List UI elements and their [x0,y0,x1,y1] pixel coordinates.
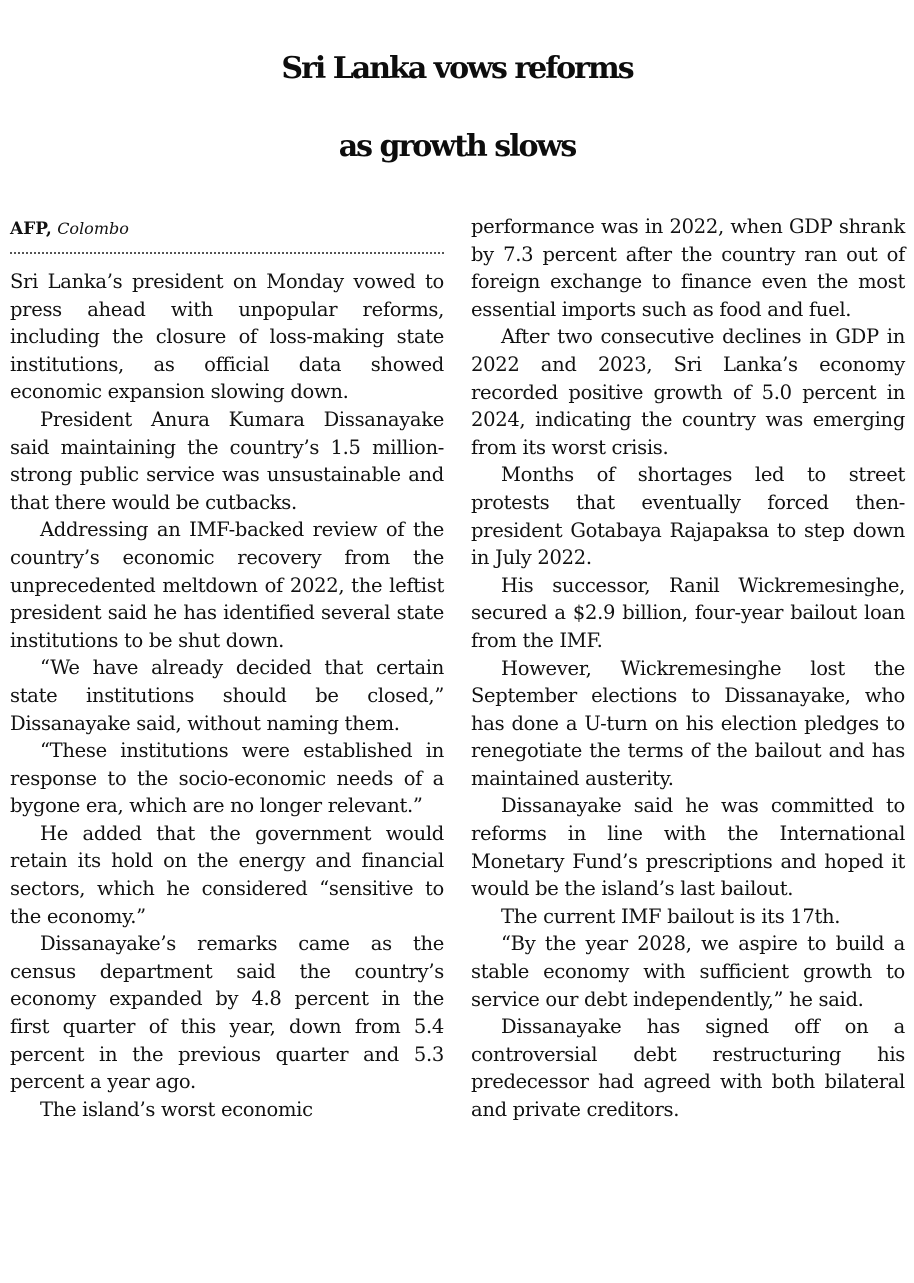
paragraph: The island’s worst economic [40,1097,313,1121]
paragraph: His successor, Ranil Wickremesinghe, secured a $2.9 billion, four-year bailout loan from the IMF. [471,573,905,652]
headline-line-2: as growth slows [338,129,576,164]
article-column-left [10,268,444,1123]
byline-agency: AFP, [10,219,52,239]
headline [0,30,914,186]
byline [10,216,444,242]
paragraph: “By the year 2028, we aspire to build a stable economy with sufficient growth to service our debt independently,” he said. [471,932,905,1011]
article-column-right [471,213,905,1124]
byline-location: Colombo [57,219,129,238]
headline-line-1: Sri Lanka vows reforms [281,51,633,86]
paragraph: “These institutions were established in response to the socio-economic needs of a bygone era, which are no longer relevant.” [10,739,444,818]
paragraph: President Anura Kumara Dissanayake said maintaining the country’s 1.5 million-strong public service was unsustainable and that there would be cutbacks. [10,407,444,514]
paragraph: “We have already decided that certain state institutions should be closed,” Dissanayake said, without naming them. [10,656,444,735]
paragraph: performance was in 2022, when GDP shrank by 7.3 percent after the country ran out of foreign exchange to finance even the most essential imports such as food and fuel. [471,215,905,321]
paragraph: After two consecutive declines in GDP in 2022 and 2023, Sri Lanka’s economy recorded positive growth of 5.0 percent in 2024, indicating the country was emerging from its worst crisis. [471,325,905,459]
paragraph: Dissanayake said he was committed to reforms in line with the International Monetary Fund’s prescriptions and hoped it would be the island’s last bailout. [471,794,905,901]
paragraph: Dissanayake’s remarks came as the census department said the country’s economy expanded by 4.8 percent in the first quarter of this year, down from 5.4 percent in the previous quarter and 5.3 percent a year ago. [10,932,444,1094]
paragraph: The current IMF bailout is its 17th. [501,904,841,928]
paragraph: Dissanayake has signed off on a controversial debt restructuring his predecessor had agreed with both bilateral and private creditors. [471,1015,905,1121]
paragraph: However, Wickremesinghe lost the September elections to Dissanayake, who has done a U-turn on his election pledges to renegotiate the terms of the bailout and has maintained austerity. [471,656,905,790]
paragraph: Sri Lanka’s president on Monday vowed to press ahead with unpopular reforms, including the closure of loss-making state institutions, as official data showed economic expansion slowing down. [10,270,444,404]
paragraph: Addressing an IMF-backed review of the country’s economic recovery from the unprecedented meltdown of 2022, the leftist president said he has identified several state institutions to be shut down. [10,518,444,652]
paragraph: Months of shortages led to street protests that eventually forced then-president Gotabaya Rajapaksa to step down in July 2022. [471,463,905,570]
byline-divider [10,252,444,254]
paragraph: He added that the government would retain its hold on the energy and financial sectors, which he considered “sensitive to the economy.” [10,821,444,928]
